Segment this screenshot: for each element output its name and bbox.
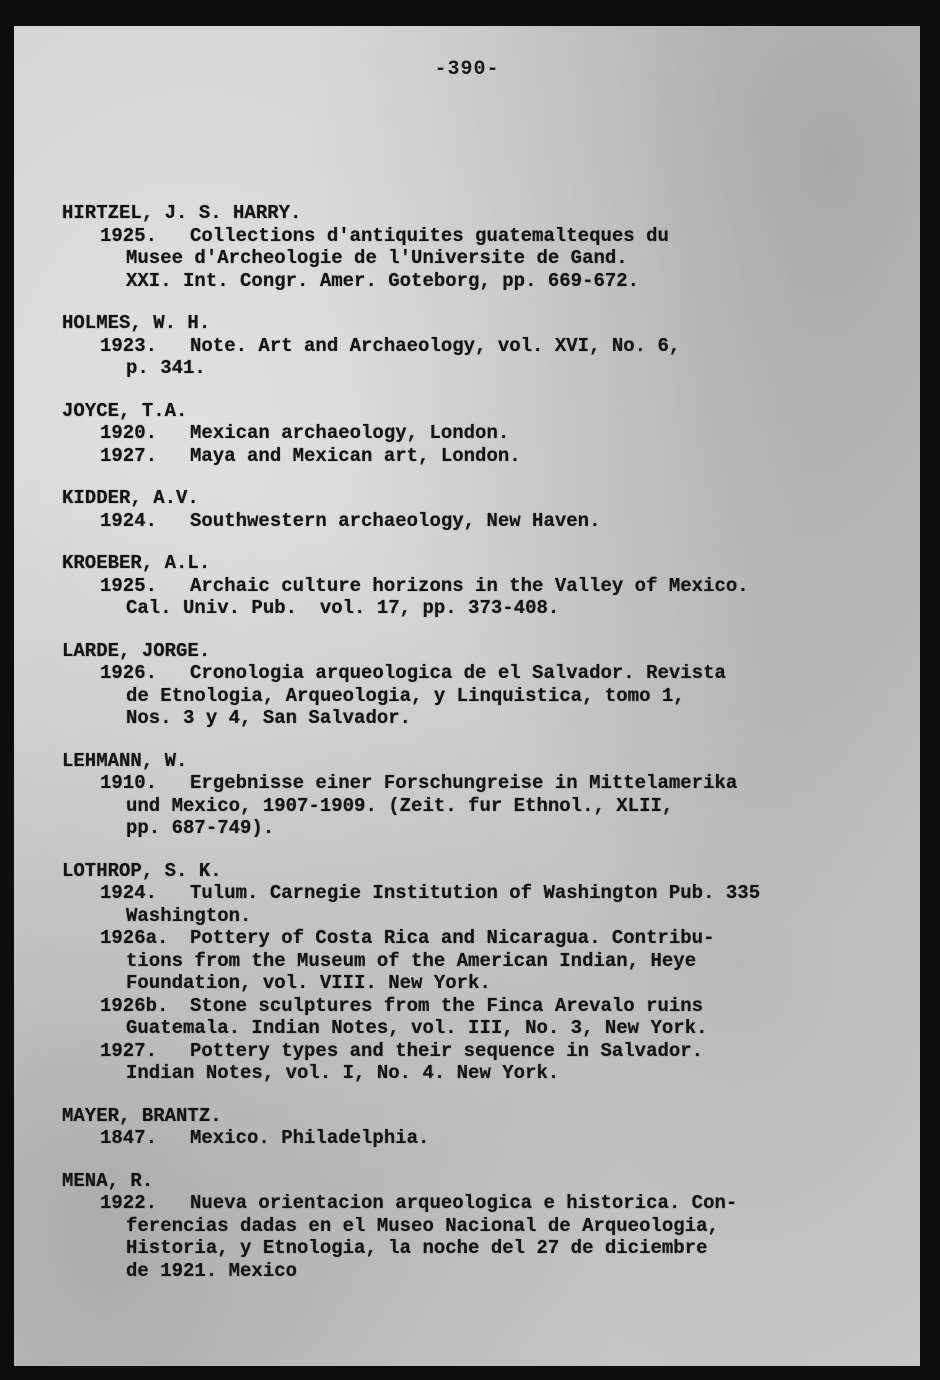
bib-continuation-line: pp. 687-749). (126, 817, 275, 839)
bib-work (100, 575, 892, 620)
bib-continuation-line: de 1921. Mexico (126, 1259, 298, 1282)
bib-work (100, 445, 892, 468)
bib-continuation-line: Washington. (126, 904, 252, 927)
bib-entry (62, 750, 892, 840)
bib-continuation-line: Guatemala. Indian Notes, vol. III, No. 3, New York. (126, 1017, 708, 1039)
bib-work (100, 1040, 892, 1085)
bib-continuation-line: ferencias dadas en el Museo Nacional de Arqueologia, (126, 1214, 719, 1237)
bib-work (100, 510, 892, 533)
bib-year: 1923. (100, 334, 158, 357)
bib-entry (62, 400, 892, 468)
bib-author: MAYER, BRANTZ. (62, 1104, 222, 1127)
bib-work (100, 422, 892, 445)
bibliography-list (62, 202, 892, 1302)
bib-continuation-line: tions from the Museum of the American Indian, Heye (126, 949, 697, 972)
page-number: -390- (434, 58, 500, 81)
bib-year: 1847. (100, 1127, 158, 1149)
bib-title-line: Tulum. Carnegie Institution of Washington Pub. 335 (190, 882, 761, 904)
bib-work (100, 335, 892, 380)
bib-year: 1927. (100, 444, 158, 467)
bib-author: KROEBER, A.L. (62, 552, 211, 574)
bib-entry (62, 312, 892, 380)
bib-continuation-line: und Mexico, 1907-1909. (Zeit. fur Ethnol., XLII, (126, 794, 674, 817)
bib-continuation-line: Nos. 3 y 4, San Salvador. (126, 707, 412, 729)
bib-continuation-line: Foundation, vol. VIII. New York. (126, 972, 491, 994)
bib-title-line: Mexican archaeology, London. (190, 422, 510, 444)
bib-work (100, 662, 892, 730)
bib-entry (62, 202, 892, 292)
bib-entry (62, 640, 892, 730)
bib-title-line: Note. Art and Archaeology, vol. XVI, No. 6, (190, 334, 681, 357)
bib-year: 1924. (100, 509, 158, 532)
bib-title-line: Nueva orientacion arqueologica e historica. Con- (190, 1192, 738, 1214)
bib-author: LARDE, JORGE. (62, 639, 211, 662)
bib-year: 1910. (100, 772, 158, 794)
bib-year: 1920. (100, 422, 158, 444)
bib-author: JOYCE, T.A. (62, 399, 188, 422)
bib-author: LOTHROP, S. K. (62, 859, 222, 882)
bib-title-line: Pottery types and their sequence in Salvador. (190, 1039, 704, 1062)
bib-title-line: Southwestern archaeology, New Haven. (190, 509, 601, 532)
bib-work (100, 1127, 892, 1150)
bib-year: 1926. (100, 662, 158, 684)
bib-author: HIRTZEL, J. S. HARRY. (62, 202, 302, 224)
bib-year: 1927. (100, 1039, 158, 1062)
document-page (14, 26, 920, 1366)
bib-work (100, 225, 892, 293)
bib-continuation-line: Historia, y Etnologia, la noche del 27 de diciembre (126, 1237, 708, 1259)
bib-continuation-line: Indian Notes, vol. I, No. 4. New York. (126, 1062, 560, 1084)
bib-title-line: Cronologia arqueologica de el Salvador. Revista (190, 662, 726, 684)
bib-work (100, 772, 892, 840)
bib-entry (62, 1105, 892, 1150)
bib-author: KIDDER, A.V. (62, 487, 199, 509)
bib-continuation-line: de Etnologia, Arqueologia, y Linquistica, tomo 1, (126, 684, 685, 707)
bib-year: 1925. (100, 224, 158, 247)
bib-entry (62, 1170, 892, 1283)
bib-year: 1925. (100, 574, 158, 597)
bib-year: 1926a. (100, 927, 169, 949)
bib-continuation-line: p. 341. (126, 357, 206, 379)
bib-continuation-line: Cal. Univ. Pub. vol. 17, pp. 373-408. (126, 597, 560, 619)
bib-title-line: Pottery of Costa Rica and Nicaragua. Contribu- (190, 927, 715, 949)
bib-author: MENA, R. (62, 1169, 154, 1192)
bib-author: HOLMES, W. H. (62, 312, 211, 334)
bib-title-line: Archaic culture horizons in the Valley of Mexico. (190, 574, 749, 597)
bib-title-line: Collections d'antiquites guatemalteques du (190, 224, 669, 247)
bib-author: LEHMANN, W. (62, 749, 188, 772)
bib-continuation-line: Musee d'Archeologie de l'Universite de Gand. (126, 247, 628, 269)
bib-year: 1926b. (100, 994, 169, 1017)
bib-title-line: Ergebnisse einer Forschungreise in Mittelamerika (190, 772, 738, 794)
bib-continuation-line: XXI. Int. Congr. Amer. Goteborg, pp. 669-672. (126, 269, 640, 292)
bib-work (100, 995, 892, 1040)
bib-title-line: Maya and Mexican art, London. (190, 444, 521, 467)
bib-year: 1924. (100, 882, 158, 904)
bib-work (100, 1192, 892, 1282)
bib-entry (62, 860, 892, 1085)
bib-entry (62, 487, 892, 532)
bib-year: 1922. (100, 1192, 158, 1214)
bib-title-line: Mexico. Philadelphia. (190, 1127, 430, 1149)
bib-work (100, 927, 892, 995)
bib-entry (62, 552, 892, 620)
bib-title-line: Stone sculptures from the Finca Arevalo ruins (190, 994, 704, 1017)
bib-work (100, 882, 892, 927)
